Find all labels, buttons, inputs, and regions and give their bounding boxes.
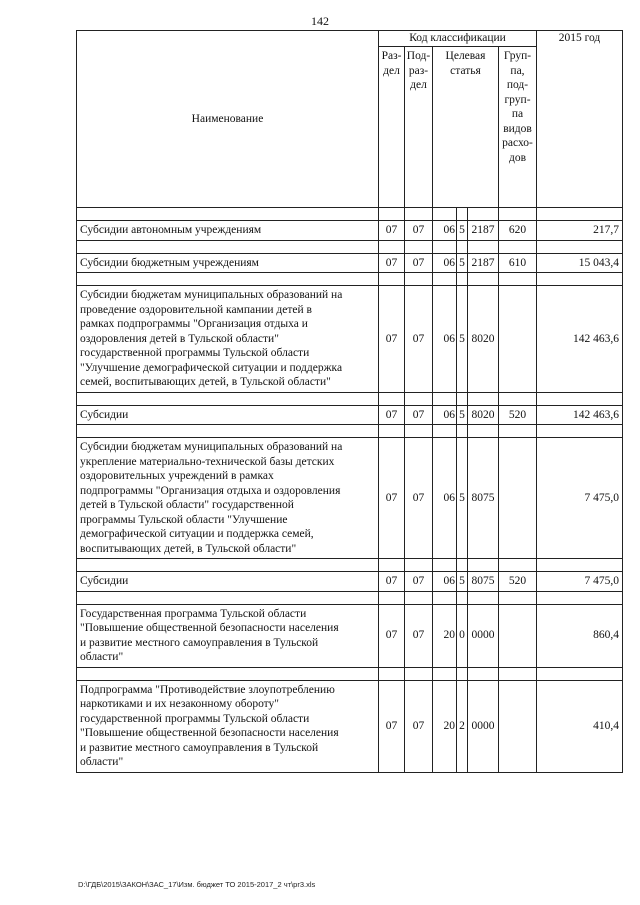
gap-cell (537, 425, 623, 438)
text-line: па, (510, 64, 525, 77)
gap-cell (537, 240, 623, 253)
row-amount-2015: 410,4 (537, 680, 623, 772)
text-line: укрепление материально-технической базы детских (80, 455, 335, 468)
text-line: оздоровления детей в Тульской области" (80, 332, 279, 345)
row-section: 07 (379, 438, 405, 559)
text-line: Субсидии автономным учреждениям (80, 224, 262, 236)
row-gap (77, 667, 623, 680)
row-direction-code: 2187 (468, 253, 499, 273)
row-name (77, 405, 379, 425)
header-row-top (77, 31, 623, 47)
gap-cell (405, 208, 433, 221)
gap-cell (537, 591, 623, 604)
row-program-code: 06 (433, 572, 457, 592)
gap-cell (457, 591, 468, 604)
header-target-item (433, 47, 499, 208)
text-line: Субсидии (80, 408, 129, 421)
gap-cell (499, 667, 537, 680)
row-direction-code: 8075 (468, 438, 499, 559)
page-number: 142 (311, 14, 329, 28)
text-line: статья (450, 64, 481, 77)
row-subsection: 07 (405, 438, 433, 559)
text-line: па (511, 108, 524, 120)
row-subsection: 07 (405, 221, 433, 241)
gap-cell (77, 240, 379, 253)
gap-cell (537, 559, 623, 572)
gap-cell (405, 240, 433, 253)
row-section: 07 (379, 604, 405, 667)
gap-cell (457, 208, 468, 221)
gap-cell (537, 667, 623, 680)
text-line: Под- (406, 50, 431, 62)
gap-cell (433, 667, 457, 680)
row-name (77, 253, 379, 273)
gap-cell (499, 392, 537, 405)
gap-cell (379, 273, 405, 286)
gap-cell (468, 240, 499, 253)
text-line: оздоровительных учреждений в рамках (80, 470, 274, 482)
row-expense-group: 620 (499, 221, 537, 241)
row-section: 07 (379, 572, 405, 592)
row-name (77, 438, 379, 559)
gap-cell (379, 667, 405, 680)
gap-cell (405, 559, 433, 572)
gap-cell (405, 273, 433, 286)
text-line: раз- (408, 64, 429, 77)
text-line: государственной программы Тульской области (80, 712, 310, 725)
row-expense-group: 520 (499, 405, 537, 425)
gap-cell (468, 667, 499, 680)
text-line: Целевая (445, 50, 486, 62)
gap-cell (468, 425, 499, 438)
text-line: Подпрограмма "Противодействие злоупотреблению (80, 683, 335, 696)
row-expense-group (499, 604, 537, 667)
text-line: государственной программы Тульской области (80, 347, 310, 359)
row-gap (77, 240, 623, 253)
file-path-footer: D:\ГДБ\2015\ЗАКОН\ЗАС_17\Изм. бюджет ТО 2015-2017_2 чт\pr3.xls (78, 880, 316, 889)
text-line: под- (506, 79, 529, 91)
row-expense-group: 520 (499, 572, 537, 592)
row-gap (77, 392, 623, 405)
text-line: демографической ситуации и поддержка семей, (80, 528, 314, 540)
gap-cell (457, 425, 468, 438)
gap-cell (499, 559, 537, 572)
gap-cell (405, 425, 433, 438)
row-gap (77, 559, 623, 572)
row-name (77, 221, 379, 241)
row-subsection: 07 (405, 253, 433, 273)
gap-cell (379, 591, 405, 604)
text-line: и развитие местного самоуправления в Тульской (80, 741, 319, 754)
row-subprogram-code: 0 (457, 604, 468, 667)
row-amount-2015: 860,4 (537, 604, 623, 667)
row-program-code: 06 (433, 438, 457, 559)
text-line: груп- (504, 93, 531, 106)
text-line: Государственная программа Тульской области (80, 607, 307, 620)
text-line: рамках подпрограммы "Организация отдыха и (80, 318, 308, 330)
row-name (77, 286, 379, 393)
row-subprogram-code: 2 (457, 680, 468, 772)
text-line: "Повышение общественной безопасности населения (80, 622, 339, 634)
header-expense-group (499, 47, 537, 208)
budget-table (76, 30, 623, 773)
row-amount-2015: 7 475,0 (537, 438, 623, 559)
row-subsection: 07 (405, 680, 433, 772)
row-section: 07 (379, 405, 405, 425)
gap-cell (468, 559, 499, 572)
row-direction-code: 8075 (468, 572, 499, 592)
text-line: Груп- (503, 50, 532, 62)
gap-cell (433, 392, 457, 405)
text-line: области" (80, 756, 124, 768)
table-row (77, 286, 623, 393)
row-gap (77, 591, 623, 604)
row-section: 07 (379, 680, 405, 772)
gap-cell (433, 425, 457, 438)
gap-cell (77, 208, 379, 221)
header-subsection (405, 47, 433, 208)
text-line: дов (508, 151, 527, 164)
row-expense-group (499, 286, 537, 393)
gap-cell (77, 392, 379, 405)
table-row (77, 604, 623, 667)
row-program-code: 06 (433, 286, 457, 393)
text-line: видов (503, 122, 532, 135)
text-line: детей в Тульской области" государственной (80, 499, 294, 511)
gap-cell (433, 240, 457, 253)
row-program-code: 06 (433, 253, 457, 273)
header-section (379, 47, 405, 208)
row-direction-code: 0000 (468, 680, 499, 772)
gap-cell (433, 273, 457, 286)
row-expense-group (499, 438, 537, 559)
gap-cell (457, 392, 468, 405)
row-subprogram-code: 5 (457, 221, 468, 241)
gap-cell (77, 591, 379, 604)
gap-cell (499, 591, 537, 604)
text-line: Субсидии бюджетным учреждениям (80, 256, 259, 269)
header-year: 2015 год (537, 31, 623, 208)
text-line: дел (383, 64, 400, 77)
gap-cell (499, 240, 537, 253)
row-amount-2015: 7 475,0 (537, 572, 623, 592)
gap-cell (433, 591, 457, 604)
table-row (77, 253, 623, 273)
table-row (77, 572, 623, 592)
gap-cell (379, 240, 405, 253)
table-row (77, 438, 623, 559)
row-subsection: 07 (405, 604, 433, 667)
text-line: Субсидии (80, 575, 129, 587)
gap-cell (537, 208, 623, 221)
gap-cell (499, 208, 537, 221)
gap-cell (77, 559, 379, 572)
gap-cell (433, 559, 457, 572)
row-gap (77, 273, 623, 286)
row-subprogram-code: 5 (457, 572, 468, 592)
row-section: 07 (379, 286, 405, 393)
row-expense-group (499, 680, 537, 772)
gap-cell (457, 273, 468, 286)
gap-cell (457, 240, 468, 253)
text-line: проведение оздоровительной кампании детей в (80, 303, 312, 316)
text-line: "Повышение общественной безопасности населения (80, 727, 339, 739)
gap-cell (405, 667, 433, 680)
row-subprogram-code: 5 (457, 286, 468, 393)
gap-cell (468, 273, 499, 286)
row-amount-2015: 15 043,4 (537, 253, 623, 273)
gap-cell (468, 208, 499, 221)
gap-cell (379, 559, 405, 572)
row-gap (77, 425, 623, 438)
row-amount-2015: 142 463,6 (537, 405, 623, 425)
gap-cell (77, 425, 379, 438)
gap-cell (537, 273, 623, 286)
text-line: "Улучшение демографической ситуации и поддержка (80, 361, 343, 374)
row-subsection: 07 (405, 572, 433, 592)
row-program-code: 20 (433, 680, 457, 772)
row-amount-2015: 217,7 (537, 221, 623, 241)
gap-cell (405, 591, 433, 604)
text-line: Раз- (381, 50, 402, 62)
text-line: Субсидии бюджетам муниципальных образований на (80, 441, 343, 453)
row-subsection: 07 (405, 286, 433, 393)
row-name (77, 604, 379, 667)
table-row (77, 680, 623, 772)
row-amount-2015: 142 463,6 (537, 286, 623, 393)
gap-cell (405, 392, 433, 405)
gap-cell (379, 425, 405, 438)
row-gap (77, 208, 623, 221)
row-expense-group: 610 (499, 253, 537, 273)
text-line: расхо- (502, 137, 533, 149)
gap-cell (379, 392, 405, 405)
row-section: 07 (379, 253, 405, 273)
row-name (77, 572, 379, 592)
row-subprogram-code: 5 (457, 253, 468, 273)
row-direction-code: 8020 (468, 405, 499, 425)
gap-cell (433, 208, 457, 221)
row-direction-code: 8020 (468, 286, 499, 393)
gap-cell (457, 667, 468, 680)
row-program-code: 06 (433, 221, 457, 241)
text-line: подпрограммы "Организация отдыха и оздоровления (80, 484, 341, 497)
header-classification-code: Код классификации (379, 31, 537, 47)
text-line: программы Тульской области "Улучшение (80, 513, 288, 526)
gap-cell (77, 667, 379, 680)
row-direction-code: 2187 (468, 221, 499, 241)
gap-cell (77, 273, 379, 286)
gap-cell (537, 392, 623, 405)
text-line: Субсидии бюджетам муниципальных образований на (80, 289, 343, 301)
text-line: и развитие местного самоуправления в Тульской (80, 636, 319, 649)
gap-cell (457, 559, 468, 572)
row-direction-code: 0000 (468, 604, 499, 667)
row-program-code: 20 (433, 604, 457, 667)
row-program-code: 06 (433, 405, 457, 425)
table-row (77, 221, 623, 241)
table-row (77, 405, 623, 425)
header-name: Наименование (77, 31, 379, 208)
text-line: семей, воспитывающих детей, в Тульской области" (80, 376, 331, 388)
row-subsection: 07 (405, 405, 433, 425)
row-name (77, 680, 379, 772)
text-line: области" (80, 651, 124, 663)
row-subprogram-code: 5 (457, 438, 468, 559)
gap-cell (468, 591, 499, 604)
row-subprogram-code: 5 (457, 405, 468, 425)
gap-cell (499, 425, 537, 438)
text-line: дел (410, 79, 427, 91)
row-section: 07 (379, 221, 405, 241)
gap-cell (499, 273, 537, 286)
text-line: воспитывающих детей, в Тульской области" (80, 542, 297, 555)
gap-cell (379, 208, 405, 221)
text-line: наркотиками и их незаконному обороту" (80, 698, 279, 710)
gap-cell (468, 392, 499, 405)
